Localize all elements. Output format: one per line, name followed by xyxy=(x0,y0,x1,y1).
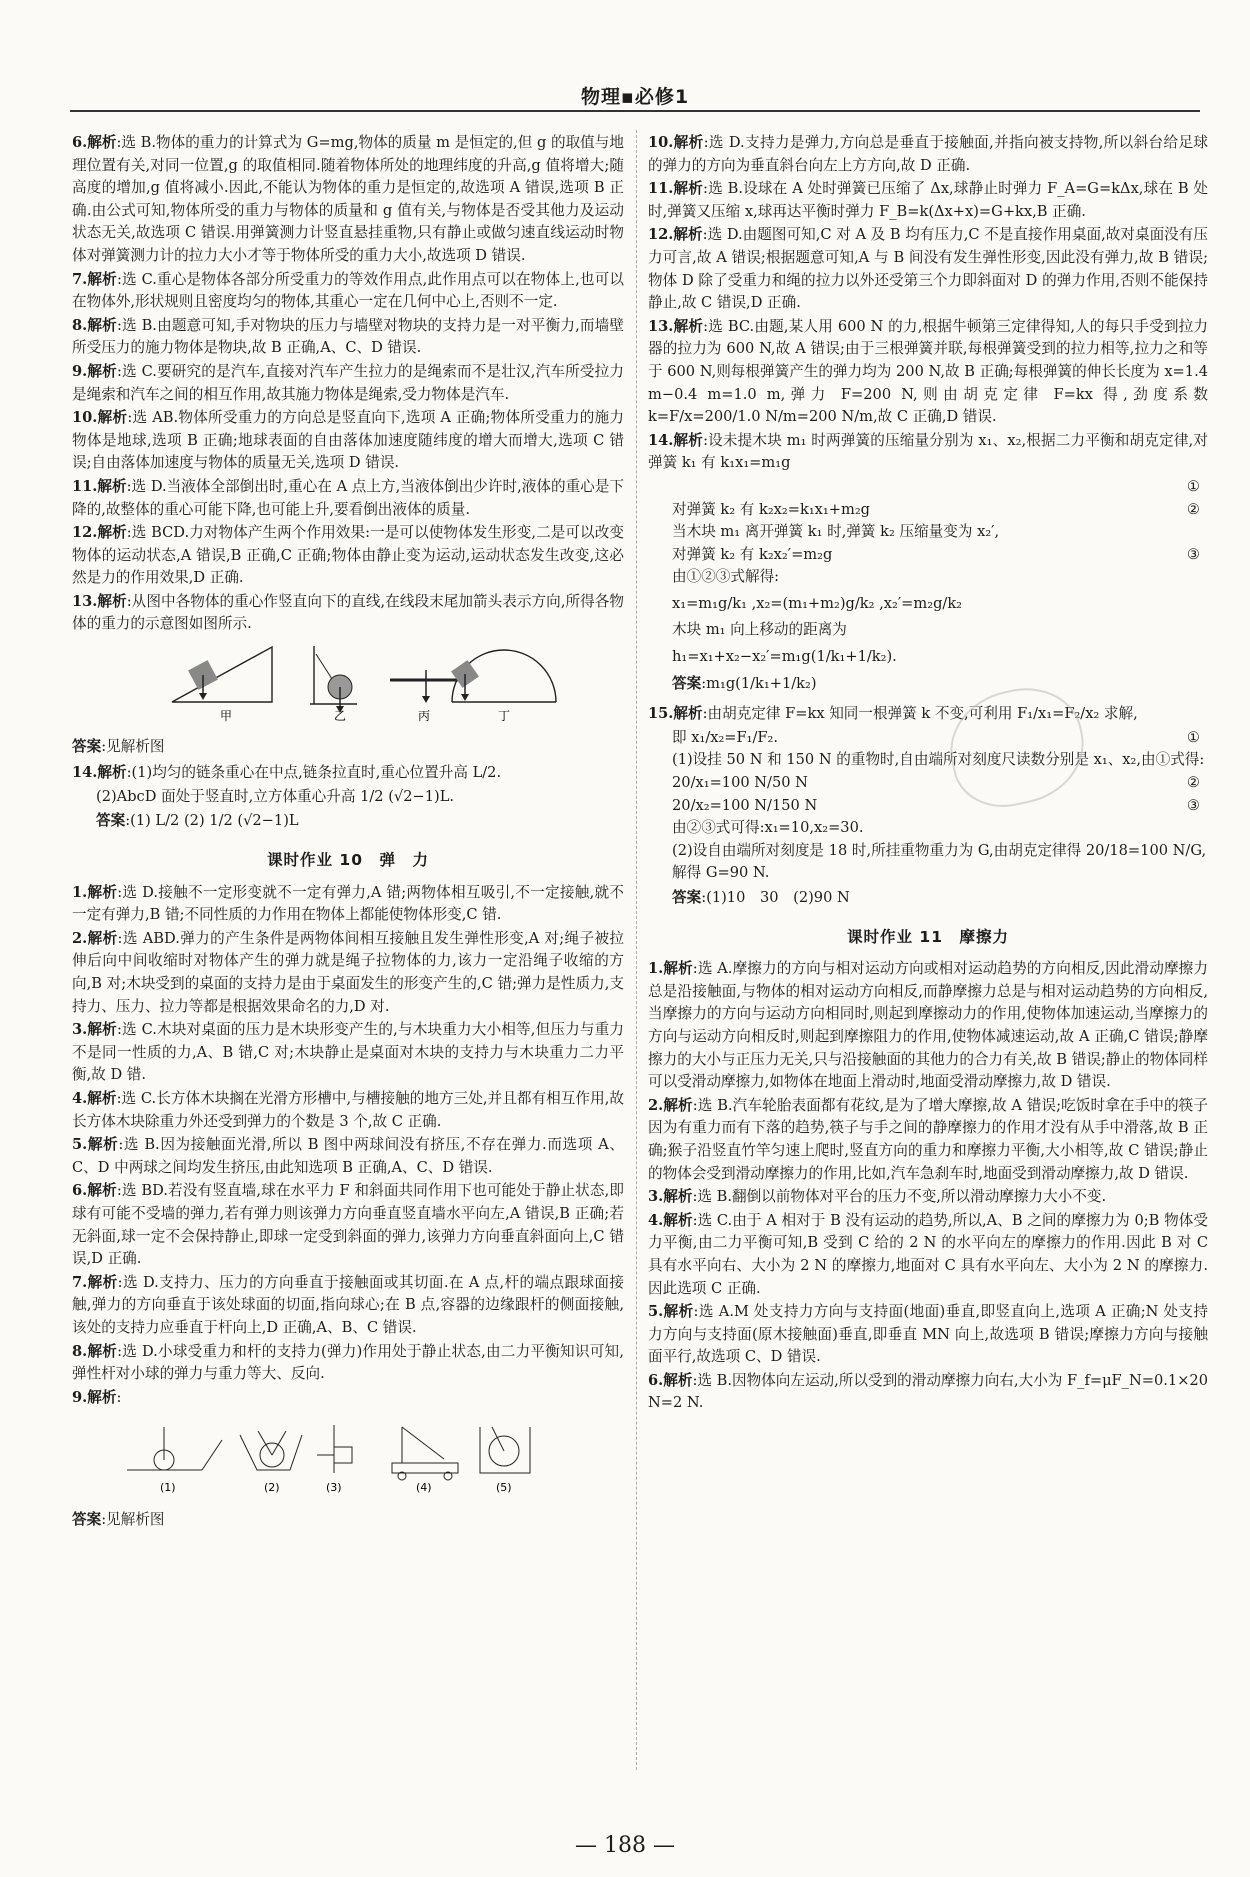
section-heading-10: 课时作业 10 弹 力 xyxy=(267,851,429,870)
eq-15-5: 由②③式可得:x₁=10,x₂=30. xyxy=(672,819,864,837)
answer-item-6: 6.解析:选 B.物体的重力的计算式为 G=mg,物体的质量 m 是恒定的,但 g 的取值与地理位置有关,对同一位置,g 的取值相同.随着物体所处的地理纬度的升高,g 值将增大;随高度的增加,g 值将减小.因此,不能认为物体的重力是恒定的,故选项 A 错误,选项 B 正确.由公式可知,物体所受的重力与物体的质量和 g 值有关,与物体是否受其他力及运动状态无关,故选项 C 错误.用弹簧测力计竖直悬挂重物,只有静止或做匀速直线运动时物体对弹簧测力计的拉力大小才等于物体所受的重力大小,故选项 D 错误. xyxy=(72,134,624,264)
answer-item-f1: 1.解析:选 A.摩擦力的方向与相对运动方向或相对运动趋势的方向相反,因此滑动摩擦力总是沿接触面,与物体的相对运动方向相反,而静摩擦力总是与相对运动趋势的方向相反,当摩擦力的方向与运动方向相同时,则起到摩擦动力的作用,使物体加速运动,当摩擦力的方向与运动方向相反时,则起到摩擦阻力的作用,使物体减速运动,故 A 正确,C 错误;静摩擦力的大小与正压力无关,只与沿接触面的其他力的合力有关,故 B 错误;静止的物体同样可以受滑动摩擦力,如物体在地面上滑动时,地面受滑动摩擦力,故 D 错误. xyxy=(648,960,1208,1091)
answer-item-f2: 2.解析:选 B.汽车轮胎表面都有花纹,是为了增大摩擦,故 A 错误;吃饭时拿在手中的筷子因为有重力而有下落的趋势,筷子与手之间的静摩擦力的作用才没有从手中滑落,故 B 正确;猴子沿竖直竹竿匀速上爬时,竖直方向的重力和摩擦力平衡,大小相等,故 C 错误;静止的物体会受到滑动摩擦力的作用,比如,汽车急刹车时,地面受到滑动摩擦力,故 D 错误. xyxy=(648,1096,1208,1182)
answer-item-8: 8.解析:选 B.由题意可知,手对物块的压力与墙壁对物块的支持力是一对平衡力,而墙壁所受压力的施力物体是物块,故 B 正确,A、C、D 错误. xyxy=(72,316,624,357)
fig13-label-jia: 甲 xyxy=(220,709,233,723)
gravity-diagrams xyxy=(72,642,624,730)
answer-item-e1: 1.解析:选 D.接触不一定形变就不一定有弹力,A 错;两物体相互吸引,不一定接触,就不一定有弹力,B 错;不同性质的力作用在物体上都能使物体形变,C 错. xyxy=(72,883,624,924)
answer-r15: 答案:(1)10 30 (2)90 N xyxy=(672,889,850,906)
force-diagrams xyxy=(72,1415,624,1503)
answer-item-f3: 3.解析:选 B.翻倒以前物体对平台的压力不变,所以滑动摩擦力大小不变. xyxy=(648,1188,1107,1206)
eq-14-5: 由①②③式解得: xyxy=(672,568,780,586)
eq-14-7: 木块 m₁ 向上移动的距离为 xyxy=(672,621,847,639)
eq-15-2: (1)设挂 50 N 和 150 N 的重物时,自由端所对刻度尺读数分别是 x₁、x₂,由①式得: xyxy=(672,751,1205,769)
answer-item-e4: 4.解析:选 C.长方体木块搁在光滑方形槽中,与槽接触的地方三处,并且都有相互作用,故长方体木块除重力外还受到弹力的个数是 3 个,故 C 正确. xyxy=(72,1089,624,1130)
fig13-label-yi: 乙 xyxy=(334,709,347,723)
answer-14: 答案:(1) L/2 (2) 1/2 (√2−1)L xyxy=(96,812,299,830)
header-rule xyxy=(70,110,1200,112)
eq-14-8: h₁=x₁+x₂−x₂′=m₁g(1/k₁+1/k₂). xyxy=(672,648,897,666)
page-header xyxy=(70,82,1200,114)
gravity-diagram-svg xyxy=(72,642,624,722)
eq-14-3: 当木块 m₁ 离开弹簧 k₁ 时,弹簧 k₂ 压缩量变为 x₂′, xyxy=(672,523,1000,541)
page-number: — 188 — xyxy=(575,1833,675,1858)
eq-15-6: (2)设自由端所对刻度是 18 时,所挂重物重力为 G,由胡克定律得 20/18=100 N/G,解得 G=90 N. xyxy=(672,841,1207,882)
answer-e9: 答案:见解析图 xyxy=(72,1510,165,1528)
answer-item-7: 7.解析:选 C.重心是物体各部分所受重力的等效作用点,此作用点可以在物体上,也可以在物体外,形状规则且密度均匀的物体,其重心一定在几何中心上,否则不一定. xyxy=(72,270,624,311)
eq-15-1: 即 x₁/x₂=F₁/F₂. ① xyxy=(672,728,1200,746)
eq-15-3: 20/x₁=100 N/50 N ② xyxy=(672,774,1200,792)
answer-item-r12: 12.解析:选 D.由题图可知,C 对 A 及 B 均有压力,C 不是直接作用桌面,故对桌面没有压力可言,故 A 错误;根据题意可知,A 与 B 间没有发生弹性形变,因此没有弹力,故 B 错误;物体 D 除了受重力和绳的拉力以外还受第三个力即斜面对 D 的弹力作用,否则不能保持静止,故 C 错误,D 正确. xyxy=(648,226,1208,312)
answer-item-e5: 5.解析:选 B.因为接触面光滑,所以 B 图中两球间没有挤压,不存在弹力.而选项 A、C、D 中两球之间均发生挤压,由此知选项 B 正确,A、C、D 错误. xyxy=(72,1136,624,1176)
answer-item-10: 10.解析:选 AB.物体所受重力的方向总是竖直向下,选项 A 正确;物体所受重力的施力物体是地球,选项 B 正确;地球表面的自由落体加速度随纬度的增大而增大,选项 C 错误;自由落体加速度与物体的质量无关,选项 D 错误. xyxy=(72,409,624,472)
answer-item-f4: 4.解析:选 C.由于 A 相对于 B 没有运动的趋势,所以,A、B 之间的摩擦力为 0;B 物体受力平衡,由二力平衡可知,B 受到 C 给的 2 N 的水平向左的摩擦力的作用.因此 B 对 C 具有水平向右、大小为 2 N 的摩擦力,地面对 C 具有水平向左、大小为 2 N 的摩擦力.因此选项 C 正确. xyxy=(648,1211,1208,1297)
answer-item-r15: 15.解析:由胡克定律 F=kx 知同一根弹簧 k 不变,可利用 F₁/x₁=F₂/x₂ 求解, xyxy=(648,705,1138,723)
answer-item-e7: 7.解析:选 D.支持力、压力的方向垂直于接触面或其切面.在 A 点,杆的端点跟球面接触,弹力的方向垂直于该处球面的切面,指向球心;在 B 点,容器的边缘跟杆的侧面接触,该处的支持力应垂直于杆向上,D 正确,A、B、C 错误. xyxy=(72,1273,624,1336)
section-heading-11: 课时作业 11 摩擦力 xyxy=(847,927,1009,946)
eq-15-4: 20/x₂=100 N/150 N ③ xyxy=(672,796,1200,814)
answer-item-e9: 9.解析: xyxy=(72,1388,122,1406)
answer-item-r13: 13.解析:选 BC.由题,某人用 600 N 的力,根据牛顿第三定律得知,人的每只手受到拉力器的拉力为 600 N,故 A 错误;由于三根弹簧并联,每根弹簧受到的拉力相等,拉力之和等于 600 N,则每根弹簧产生的弹力均为 200 N,故 B 正确;每根弹簧的伸长长度为 x=1.4 m−0.4 m=1.0 m,弹力 F=200 N,则由胡克定律 F=kx 得,劲度系数 k=F/x=200/1.0 N/m=200 N/m,故 C 正确,D 错误. xyxy=(648,317,1208,426)
answer-item-13: 13.解析:从图中各物体的重心作竖直向下的直线,在线段末尾加箭头表示方向,所得各物体的重力的示意图如图所示. xyxy=(72,592,624,633)
answer-item-14b: (2)AbcD 面处于竖直时,立方体重心升高 1/2 (√2−1)L. xyxy=(96,787,455,805)
answer-13: 答案:见解析图 xyxy=(72,737,165,755)
fig13-label-ding: 丁 xyxy=(498,709,511,723)
answer-r14: 答案:m₁g(1/k₁+1/k₂) xyxy=(672,674,817,692)
answer-item-14: 14.解析:(1)均匀的链条重心在中点,链条拉直时,重心位置升高 L/2. xyxy=(72,764,502,782)
answer-item-f6: 6.解析:选 B.因物体向左运动,所以受到的滑动摩擦力向右,大小为 F_f=μF_N=0.1×20 N=2 N. xyxy=(648,1371,1208,1412)
eq-14-1: ① xyxy=(1186,477,1200,495)
fig9-label-3: (3) xyxy=(326,1481,342,1495)
left-column xyxy=(72,132,624,1535)
fig9-label-2: (2) xyxy=(264,1481,280,1495)
answer-item-f5: 5.解析:选 A.M 处支持力方向与支持面(地面)垂直,即竖直向上,选项 A 正确;N 处支持力方向与支持面(原木接触面)垂直,即垂直 MN 向上,故选项 B 错误;摩擦力方向与接触面平行,故选项 C、D 错误. xyxy=(648,1303,1208,1366)
eq-14-4: 对弹簧 k₂ 有 k₂x₂′=m₂g ③ xyxy=(672,545,1200,563)
fig9-label-5: (5) xyxy=(496,1481,512,1495)
right-column xyxy=(648,132,1208,1416)
answer-item-r11: 11.解析:选 B.设球在 A 处时弹簧已压缩了 Δx,球静止时弹力 F_A=G=kΔx,球在 B 处时,弹簧又压缩 x,球再达平衡时弹力 F_B=k(Δx+x)=G+kx,B 正确. xyxy=(648,180,1208,220)
answer-item-12: 12.解析:选 BCD.力对物体产生两个作用效果:一是可以使物体发生形变,二是可以改变物体的运动状态,A 错误,B 正确,C 正确;物体由静止变为运动,运动状态发生改变,这必然是力的作用效果,D 正确. xyxy=(72,524,624,587)
answer-item-e8: 8.解析:选 D.小球受重力和杆的支持力(弹力)作用处于静止状态,由二力平衡知识可知,弹性杆对小球的弹力与重力等大、反向. xyxy=(72,1342,624,1383)
book-title: 物理▪必修1 xyxy=(580,86,690,108)
column-divider xyxy=(636,130,637,1770)
force-diagram-svg xyxy=(72,1415,624,1495)
answer-item-e2: 2.解析:选 ABD.弹力的产生条件是两物体间相互接触且发生弹性形变,A 对;绳子被拉伸后向中间收缩时对物体产生的弹力就是绳子拉物体的力,该力一定沿绳子收缩的方向,B 对;木块受到的桌面的支持力是由于桌面发生的形变产生的,C 错;弹力是性质力,支持力、压力、拉力等都是根据效果命名的力,D 对. xyxy=(72,929,624,1015)
fig13-label-bing: 丙 xyxy=(418,709,431,723)
fig9-label-1: (1) xyxy=(160,1481,176,1495)
answer-item-e3: 3.解析:选 C.木块对桌面的压力是木块形变产生的,与木块重力大小相等,但压力与重力不是同一性质的力,A、B 错,C 对;木块静止是桌面对木块的支持力与木块重力二力平衡,故 D 错. xyxy=(72,1021,624,1084)
answer-item-r10: 10.解析:选 D.支持力是弹力,方向总是垂直于接触面,并指向被支持物,所以斜台给足球的弹力的方向为垂直斜台向左上方方向,故 D 正确. xyxy=(648,134,1208,174)
answer-item-11: 11.解析:选 D.当液体全部倒出时,重心在 A 点上方,当液体倒出少许时,液体的重心是下降的,故整体的重心可能下降,也可能上升,要看倒出液体的质量. xyxy=(72,477,624,518)
eq-14-2: 对弹簧 k₂ 有 k₂x₂=k₁x₁+m₂g ② xyxy=(672,500,1200,518)
answer-item-e6: 6.解析:选 BD.若没有竖直墙,球在水平力 F 和斜面共同作用下也可能处于静止状态,即球有可能不受墙的弹力,若有弹力则该弹力方向垂直竖直墙水平向左,A 错误,B 正确;若无斜面,球一定不会保持静止,即球一定受到斜面的弹力,该弹力方向垂直斜面向上,C 错误,D 正确. xyxy=(72,1182,624,1268)
answer-item-r14: 14.解析:设未提木块 m₁ 时两弹簧的压缩量分别为 x₁、x₂,根据二力平衡和胡克定律,对弹簧 k₁ 有 k₁x₁=m₁g xyxy=(648,431,1208,472)
fig9-label-4: (4) xyxy=(416,1481,432,1495)
eq-14-6: x₁=m₁g/k₁ ,x₂=(m₁+m₂)g/k₂ ,x₂′=m₂g/k₂ xyxy=(672,594,963,612)
answer-item-9: 9.解析:选 C.要研究的是汽车,直接对汽车产生拉力的是绳索而不是壮汉,汽车所受拉力是绳索和汽车之间的相互作用,故其施力物体是绳索,受力物体是汽车. xyxy=(72,362,624,403)
